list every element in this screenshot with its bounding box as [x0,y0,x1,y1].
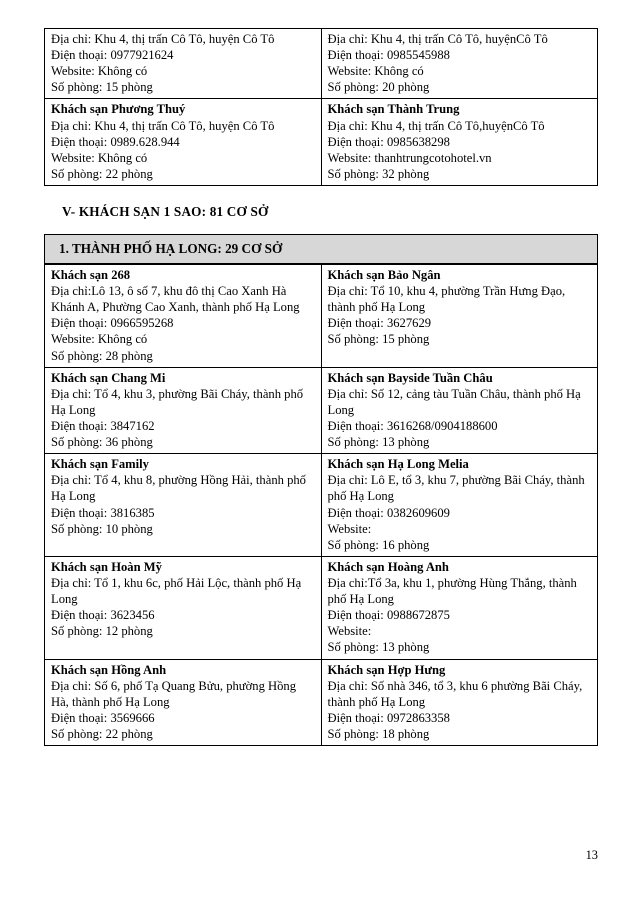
table-cell [45,367,322,454]
table-cell [45,454,322,557]
address-line: Địa chỉ: Số 6, phố Tạ Quang Bửu, phường Hồng Hà, thành phố Hạ Long [51,678,296,709]
table-cell [45,99,322,186]
hotel-table-top [44,28,598,186]
section-heading: V- KHÁCH SẠN 1 SAO: 81 CƠ SỞ [62,203,269,219]
rooms-line: Số phòng: 15 phòng [327,332,430,347]
rooms-line: Số phòng: 36 phòng [51,435,153,450]
rooms-line: Số phòng: 12 phòng [51,624,153,639]
address-line: Địa chỉ: Lô E, tổ 3, khu 7, phường Bãi Cháy, thành phố Hạ Long [327,473,585,504]
hotel-name: Khách sạn Hoàng Anh [327,559,449,574]
table-row [45,234,598,263]
address-line: Địa chỉ: Tổ 1, khu 6c, phố Hải Lộc, thành phố Hạ Long [51,575,302,607]
table-cell [321,264,598,367]
address-line: Địa chỉ: Số nhà 346, tổ 3, khu 6 phường Bãi Cháy, thành phố Hạ Long [327,678,583,709]
rooms-line: Số phòng: 13 phòng [327,435,430,450]
phone-line: Điện thoại: 3616268/0904188600 [327,418,498,433]
table-row [45,264,598,367]
rooms-line: Số phòng: 20 phòng [327,80,430,95]
phone-line: Điện thoại: 0977921624 [51,48,174,63]
table-row [45,367,598,454]
phone-line: Điện thoại: 0985638298 [327,134,450,149]
phone-line: Điện thoại: 3847162 [51,418,155,433]
website-line: Website: Không có [51,150,148,165]
rooms-line: Số phòng: 15 phòng [51,80,153,95]
table-row [45,556,598,659]
hotel-name: Khách sạn Hợp Hưng [327,662,446,677]
rooms-line: Số phòng: 32 phòng [327,166,430,181]
phone-line: Điện thoại: 3816385 [51,505,155,520]
website-line: Website: Không có [51,332,148,347]
address-line: Địa chỉ: Khu 4, thị trấn Cô Tô,huyệnCô Tô [327,118,545,133]
website-line: Website: Không có [51,64,148,79]
address-line: Địa chỉ:Tổ 3a, khu 1, phường Hùng Thắng, thành phố Hạ Long [327,575,577,607]
address-line: Địa chỉ: Số 12, cảng tàu Tuần Châu, thành phố Hạ Long [327,386,581,417]
table-cell [321,556,598,659]
website-line: Website: Không có [327,64,424,79]
address-line: Địa chỉ:Lô 13, ô số 7, khu đô thị Cao Xanh Hà Khánh A, Phường Cao Xanh, thành phố Hạ Long [51,284,300,315]
table-cell [321,659,598,746]
table-row [45,29,598,99]
hotel-name: Khách sạn Phương Thuý [51,102,186,117]
phone-line: Điện thoại: 0966595268 [51,316,174,331]
page-number: 13 [585,848,598,862]
rooms-line: Số phòng: 16 phòng [327,537,430,552]
hotel-name: Khách sạn Hạ Long Melia [327,457,469,472]
table-cell [321,454,598,557]
city-banner [44,234,598,264]
phone-line: Điện thoại: 0988672875 [327,608,450,623]
address-line: Địa chỉ: Tổ 4, khu 8, phường Hồng Hải, thành phố Hạ Long [51,473,306,504]
hotel-name: Khách sạn Hoàn Mỹ [51,559,162,574]
rooms-line: Số phòng: 10 phòng [51,521,153,536]
hotel-table-main [44,264,598,746]
hotel-name: Khách sạn 268 [51,267,131,282]
table-row [45,99,598,186]
city-banner-label: 1. THÀNH PHỐ HẠ LONG: 29 CƠ SỞ [45,234,598,263]
phone-line: Điện thoại: 0989.628.944 [51,134,180,149]
rooms-line: Số phòng: 18 phòng [327,726,430,741]
table-cell [321,29,598,99]
hotel-name: Khách sạn Chang Mi [51,370,166,385]
address-line: Địa chỉ: Khu 4, thị trấn Cô Tô, huyện Cô Tô [51,32,275,46]
rooms-line: Số phòng: 28 phòng [51,348,153,363]
rooms-line: Số phòng: 22 phòng [51,726,153,741]
table-cell [45,556,322,659]
address-line: Địa chỉ: Tổ 4, khu 3, phường Bãi Cháy, thành phố Hạ Long [51,386,304,417]
address-line: Địa chỉ: Khu 4, thị trấn Cô Tô, huyệnCô Tô [327,32,548,46]
website-line: Website: thanhtrungcotohotel.vn [327,150,492,165]
phone-line: Điện thoại: 0972863358 [327,710,450,725]
address-line: Địa chỉ: Tổ 10, khu 4, phường Trần Hưng Đạo, thành phố Hạ Long [327,284,566,315]
rooms-line: Số phòng: 13 phòng [327,640,430,655]
hotel-name: Khách sạn Family [51,457,149,472]
website-line: Website: [327,521,372,536]
phone-line: Điện thoại: 3569666 [51,710,155,725]
table-cell [321,367,598,454]
phone-line: Điện thoại: 0382609609 [327,505,450,520]
table-row [45,659,598,746]
rooms-line: Số phòng: 22 phòng [51,166,153,181]
phone-line: Điện thoại: 0985545988 [327,48,450,63]
hotel-name: Khách sạn Thành Trung [327,102,460,117]
table-row [45,454,598,557]
table-cell [45,659,322,746]
table-cell [45,29,322,99]
table-cell [45,264,322,367]
hotel-name: Khách sạn Bảo Ngân [327,267,441,282]
phone-line: Điện thoại: 3627629 [327,316,432,331]
hotel-name: Khách sạn Bayside Tuần Châu [327,370,493,385]
website-line: Website: [327,624,372,639]
table-cell [321,99,598,186]
hotel-name: Khách sạn Hồng Anh [51,662,167,677]
phone-line: Điện thoại: 3623456 [51,608,155,623]
address-line: Địa chỉ: Khu 4, thị trấn Cô Tô, huyện Cô Tô [51,118,275,133]
